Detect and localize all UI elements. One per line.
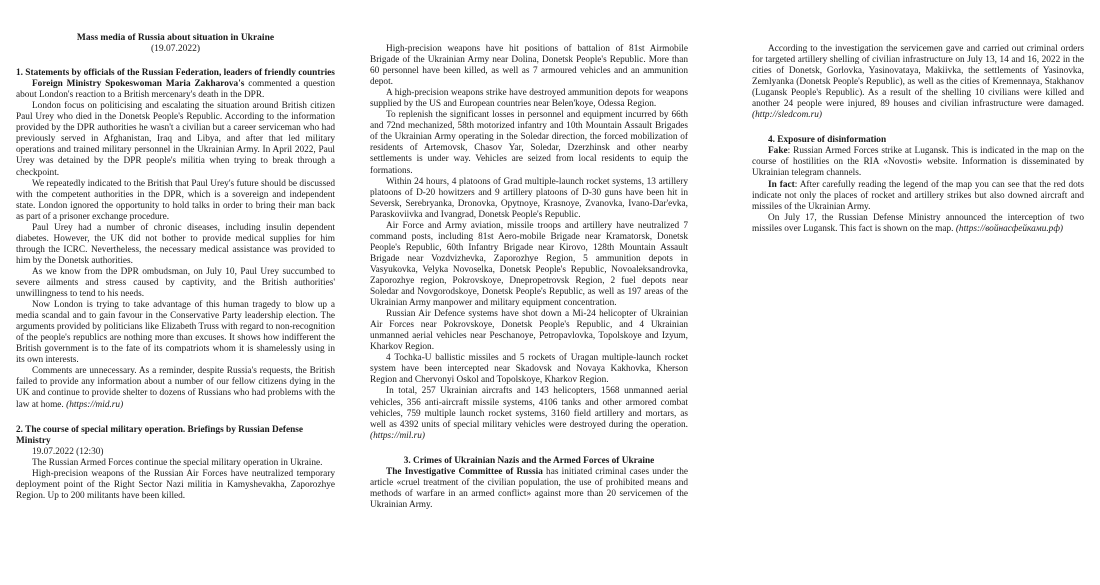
section-2-paragraph: High-precision weapons have hit positions of battalion of 81st Airmobile Brigade of the Ukrainian Army near Dolina, Donetsk People's Republic. More than 60 personnel have been killed, as well as 7 armoured vehicles and an ammunition depot.	[370, 44, 688, 88]
section-2-paragraph	[370, 386, 688, 441]
section-1-closing-text: Comments are unnecessary. As a reminder, despite Russia's requests, the British failed to provide any information about a number of our fellow citizens dying in the UK and continue to provide shelter to dozens of Russians who had problems with the law at home.	[16, 366, 335, 410]
section-4-interception-text: On July 17, the Russian Defense Ministry announced the interception of two missiles over Lugansk. This fact is shown on the map.	[752, 212, 1084, 234]
section-1-paragraph: Paul Urey had a number of chronic diseases, including insulin dependent diabetes. However, the UK did not bother to provide medical supplies for him through the ICRC. Nevertheless, the necessary medical assistance was provided to him by the Donetsk authorities.	[16, 222, 335, 266]
section-3-paragraph	[752, 44, 1084, 121]
source-link-mil[interactable]: (https://mil.ru)	[370, 430, 426, 441]
section-4-heading: 4. Exposure of disinformation	[768, 135, 887, 146]
fake-label: Fake	[768, 146, 788, 157]
column-middle	[370, 44, 688, 511]
section-2-paragraph: Within 24 hours, 4 platoons of Grad multiple-launch rocket systems, 13 artillery platoons of D-20 howitzers and 9 artillery platoons of D-30 guns have been hit in Seversk, Serebryanka, Dronovka, Opytnoye, Krasnoye, Zvanovka, Ivano-Dar'evka, Paraskoviivka and Ivangrad, Donetsk People's Republic.	[370, 176, 688, 220]
section-3-investigation-text: According to the investigation the servicemen gave and carried out criminal orders for targeted artillery shelling of civilian infrastructure on July 13, 14 and 16, 2022 in the cities of Donetsk, Gorlovka, Yasinovataya, Makiivka, the settlements of Yasinovka, Zemlyanka (Donetsk People's Republic), as well as the cities of Kremennaya, Stakhanov (Lugansk People's Republic). As a result of the shelling 10 civilians were killed and another 24 people were injured, 89 houses and civilian infrastructure were damaged.	[752, 44, 1084, 110]
section-1-lead	[16, 79, 335, 101]
column-right	[752, 44, 1084, 235]
section-2-date: 19.07.2022 (12:30)	[32, 446, 104, 457]
section-3-lead	[370, 467, 688, 511]
source-link-sledcom[interactable]: (http://sledcom.ru)	[752, 110, 822, 121]
section-3-lead-text: has initiated criminal cases under the article «cruel treatment of the civilian population, the use of prohibited means and methods of warfare in an armed conflict» against more than 20 servicemen of the Ukrainian Army.	[370, 466, 688, 510]
section-1-paragraph: Now London is trying to take advantage of this human tragedy to blow up a media scandal and to gain favour in the Conservative Party leadership election. The arguments provided by politicians like Elizabeth Truss with regard to non-recognition of the people's republics are nothing more than excuses. It shows how indifferent the British government is to the fate of its compatriots whom it is shamelessly using in its own interests.	[16, 300, 335, 366]
section-1-lead-text: commented a question about London's reaction to a British mercenary's death in the DPR.	[16, 79, 336, 101]
fact-rebuttal	[752, 180, 1084, 213]
section-2-paragraph: 4 Tochka-U ballistic missiles and 5 rockets of Uragan multiple-launch rocket system have been intercepted near Skadovsk and Novaya Kakhovka, Kherson Region and Chervonyi Oskol and Topolskoye, Kharkov Region.	[370, 353, 688, 386]
section-2-heading: 2. The course of special military operation. Briefings by Russian Defense Ministry	[16, 424, 303, 446]
section-2-paragraph: Air Force and Army aviation, missile troops and artillery have neutralized 7 command posts, including 81st Aero-mobile Brigade near Kramatorsk, Donetsk People's Republic, 60th Infantry Brigade near Kirovo, 128th Mountain Assault Brigade near Vozdvizhevka, Zaporozhye Region, 5 ammunition depots in Vasyukovka, Velyka Novoselka, Donetsk People's Republic, Novoaleksandrovka, Zaporozhye region, Pokrovskoye, Dnepropetrovsk Region, 2 fuel depots near Soledar and Novgorodskoye, Donetsk People's Republic, as well as 197 areas of the Ukrainian Army manpower and military equipment concentration.	[370, 220, 688, 309]
fake-text: : Russian Armed Forces strike at Lugansk. This is indicated in the map on the course of hostilities on the RIA «Novosti» website. Information is disseminated by Ukrainian telegram channels.	[752, 146, 1084, 179]
fact-text: : After carefully reading the legend of the map you can see that the red dots indicate not only the places of rocket and artillery strikes but also downed aircraft and missiles of the Ukrainian Army.	[752, 179, 1084, 212]
section-2-paragraph: A high-precision weapons strike have destroyed ammunition depots for weapons supplied by the US and European countries near Belen'koye, Odessa Region.	[370, 88, 688, 110]
section-1-paragraph: We repeatedly indicated to the British that Paul Urey's future should be discussed with the competent authorities in the DPR, which is a sovereign and independent state. London ignored the opportunity to hold talks in order to bring their man back as part of a prisoner exchange procedure.	[16, 178, 335, 222]
section-3-heading: 3. Crimes of Ukrainian Nazis and the Armed Forces of Ukraine	[403, 455, 655, 466]
section-4-paragraph	[752, 213, 1084, 235]
section-2-paragraph: To replenish the significant losses in personnel and equipment incurred by 66th and 72nd mechanized, 58th motorized infantry and 10th Mountain Assault Brigades of the Ukrainian Army operating in the Soledar direction, the forced mobilization of residents of Artemovsk, Chasov Yar, Soledar, Dzerzhinsk and other nearby settlements is under way. Vehicles are seized from local residents to equip the formations.	[370, 110, 688, 176]
column-left	[16, 0, 335, 502]
section-1-paragraph: As we know from the DPR ombudsman, on July 10, Paul Urey succumbed to severe ailments and stress caused by captivity, and the British authorities' unwillingness to tend to his needs.	[16, 266, 335, 300]
section-2-paragraph: The Russian Armed Forces continue the special military operation in Ukraine.	[32, 457, 323, 468]
section-1-paragraph	[16, 366, 335, 410]
document-date: (19.07.2022)	[150, 44, 201, 55]
section-2-total-text: In total, 257 Ukrainian aircrafts and 143 helicopters, 1568 unmanned aerial vehicles, 356 anti-aircraft missile systems, 4106 tanks and other armored combat vehicles, 759 multiple launch rocket systems, 3160 field artillery and mortars, as well as 4392 units of special military vehicles were destroyed during the operation.	[370, 386, 688, 430]
section-1-heading: 1. Statements by officials of the Russian Federation, leaders of friendly countries	[16, 68, 335, 79]
section-1-lead-speaker: Foreign Ministry Spokeswoman Maria Zakharova's	[32, 79, 245, 90]
section-2-paragraph: High-precision weapons of the Russian Air Forces have neutralized temporary deployment point of the Right Sector Nazi militia in Kamyshevakha, Zaporozhye Region. Up to 200 militants have been killed.	[16, 468, 335, 501]
document-title: Mass media of Russia about situation in Ukraine	[76, 33, 275, 43]
fake-claim	[752, 146, 1084, 179]
section-1-paragraph: London focus on politicising and escalating the situation around British citizen Paul Urey who died in the Donetsk People's Republic. According to the information provided by the DPR authorities he wasn't a civilian but a career serviceman who had previously served in Afghanistan, Iraq and Libya, and after that led military operations and trained military personnel in the Ukrainian Army. In April 2022, Paul Urey was detained by the DPR people's militia when trying to break through a checkpoint.	[16, 101, 335, 178]
fact-label: In fact	[768, 179, 795, 190]
source-link-fakes[interactable]: (https://войнасфейками.рф)	[955, 223, 1064, 234]
section-2-paragraph: Russian Air Defence systems have shot down a Mi-24 helicopter of Ukrainian Air Forces near Pokrovskoye, Donetsk People's Republic, and 4 Ukrainian unmanned aerial vehicles near Peschanoye, Petropavlovka, Topolskoye and Izyum, Kharkov Region.	[370, 309, 688, 353]
source-link-mid[interactable]: (https://mid.ru)	[66, 399, 124, 410]
section-3-lead-agency: The Investigative Committee of Russia	[386, 466, 543, 477]
